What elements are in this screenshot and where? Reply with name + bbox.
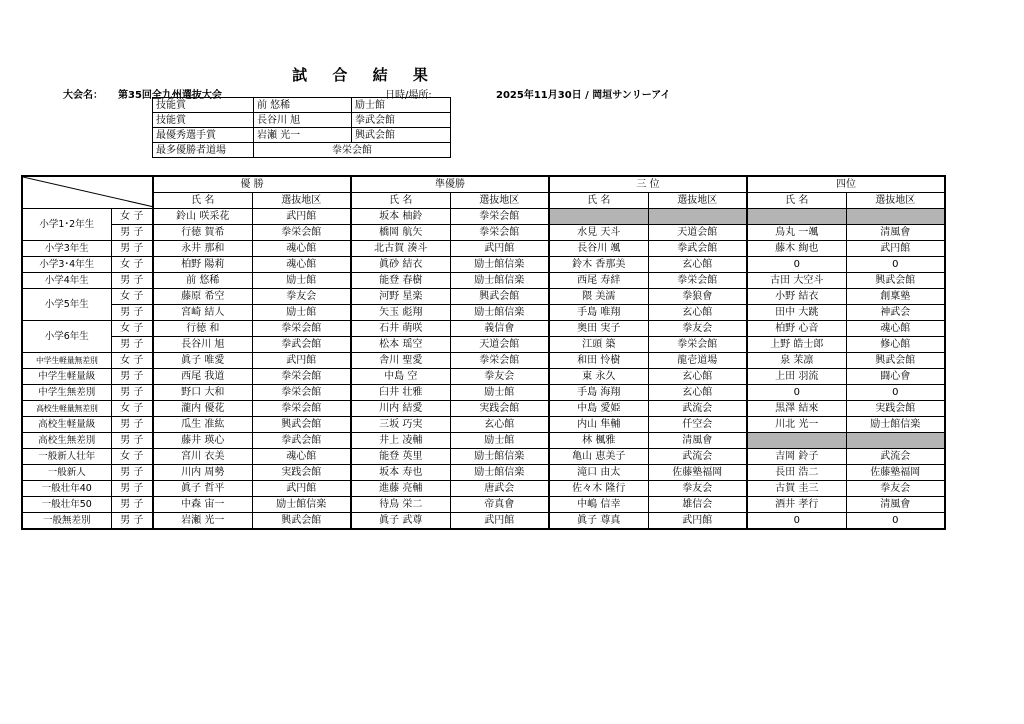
competitor-name-cell: 進藤 亮輔 <box>351 481 450 497</box>
region-cell: 興武会館 <box>450 289 549 305</box>
region-cell: 拳栄会館 <box>252 401 351 417</box>
region-cell: 創稟塾 <box>846 289 945 305</box>
region-cell: 0 <box>846 257 945 273</box>
region-cell: 興武会館 <box>252 513 351 530</box>
region-cell: 拳友会 <box>648 481 747 497</box>
competitor-name-cell: 待鳥 栄二 <box>351 497 450 513</box>
region-cell: 佐藤塾福岡 <box>846 465 945 481</box>
region-cell: 武円館 <box>252 353 351 369</box>
region-cell: 玄心館 <box>648 257 747 273</box>
category-cell: 小学5年生 <box>22 289 111 321</box>
competitor-name-cell: 矢玉 彪翔 <box>351 305 450 321</box>
competitor-name-cell: 眞砂 結衣 <box>351 257 450 273</box>
category-cell: 一般壮年50 <box>22 497 111 513</box>
region-cell: 拳友会 <box>450 369 549 385</box>
header-group-1st: 優 勝 <box>153 176 351 193</box>
category-cell: 小学1･2年生 <box>22 209 111 241</box>
competitor-name-cell: 0 <box>747 385 846 401</box>
competitor-name-cell: 鈴山 咲采花 <box>153 209 252 225</box>
region-cell: 武円館 <box>648 513 747 530</box>
competitor-name-cell: 眞子 尊真 <box>549 513 648 530</box>
header-group-3rd: 三 位 <box>549 176 747 193</box>
competitor-name-cell: 河野 星楽 <box>351 289 450 305</box>
region-cell: 励士館信楽 <box>450 305 549 321</box>
sex-cell: 女 子 <box>111 257 153 273</box>
competitor-name-cell: 石井 萌咲 <box>351 321 450 337</box>
competitor-name-cell: 亀山 恵美子 <box>549 449 648 465</box>
competitor-name-cell: 坂本 柚鈴 <box>351 209 450 225</box>
sex-cell: 男 子 <box>111 385 153 401</box>
region-cell: 拳栄会館 <box>450 209 549 225</box>
sex-cell: 男 子 <box>111 481 153 497</box>
competitor-name-cell: 瓜生 准紘 <box>153 417 252 433</box>
competitor-name-cell: 水見 天斗 <box>549 225 648 241</box>
competitor-name-cell: 酒井 孝行 <box>747 497 846 513</box>
region-cell: 武円館 <box>252 209 351 225</box>
competitor-name-cell: 西尾 我道 <box>153 369 252 385</box>
table-row <box>22 417 945 433</box>
region-cell: 拳栄会館 <box>252 321 351 337</box>
region-cell: 実践会館 <box>252 465 351 481</box>
region-cell: 励士館 <box>450 385 549 401</box>
competitor-name-cell: 舎川 聖愛 <box>351 353 450 369</box>
competitor-name-cell: 上野 皓士郎 <box>747 337 846 353</box>
region-cell: 興武会館 <box>252 417 351 433</box>
region-cell: 拳友会 <box>252 289 351 305</box>
region-cell <box>648 209 747 225</box>
region-cell: 興武会館 <box>846 353 945 369</box>
sex-cell: 男 子 <box>111 337 153 353</box>
region-cell: 雄信会 <box>648 497 747 513</box>
header-group-4th: 四位 <box>747 176 945 193</box>
competitor-name-cell: 長谷川 颯 <box>549 241 648 257</box>
region-cell: 励士館 <box>450 433 549 449</box>
competitor-name-cell: 佐々木 隆行 <box>549 481 648 497</box>
header-name: 氏 名 <box>351 193 450 209</box>
event-name: 第35回全九州選抜大会 <box>118 90 222 101</box>
region-cell: 武流会 <box>648 401 747 417</box>
competitor-name-cell: 鈴木 香那美 <box>549 257 648 273</box>
competitor-name-cell: 前 悠稀 <box>153 273 252 289</box>
table-row <box>22 513 945 530</box>
competitor-name-cell: 永井 那和 <box>153 241 252 257</box>
award-label: 技能賞 <box>153 98 254 113</box>
region-cell: 励士館信楽 <box>450 465 549 481</box>
header-name: 氏 名 <box>153 193 252 209</box>
event-label: 大会名： <box>63 90 103 101</box>
competitor-name-cell: 眞子 哲平 <box>153 481 252 497</box>
region-cell: 拳栄会館 <box>648 337 747 353</box>
category-cell: 小学6年生 <box>22 321 111 353</box>
diagonal-line <box>23 177 153 207</box>
region-cell <box>846 433 945 449</box>
region-cell: 魂心館 <box>252 257 351 273</box>
award-row <box>153 98 451 113</box>
competitor-name-cell: 眞子 唯愛 <box>153 353 252 369</box>
sex-cell: 女 子 <box>111 289 153 305</box>
competitor-name-cell: 能登 春樹 <box>351 273 450 289</box>
competitor-name-cell: 長田 浩二 <box>747 465 846 481</box>
region-cell: 玄心館 <box>648 385 747 401</box>
competitor-name-cell: 滝口 由太 <box>549 465 648 481</box>
table-row <box>22 321 945 337</box>
sex-cell: 男 子 <box>111 225 153 241</box>
competitor-name-cell: 眞子 武尊 <box>351 513 450 530</box>
region-cell: 佐藤塾福岡 <box>648 465 747 481</box>
competitor-name-cell: 田中 大跳 <box>747 305 846 321</box>
competitor-name-cell: 坂本 寿也 <box>351 465 450 481</box>
table-row <box>22 385 945 401</box>
region-cell: 拳武会館 <box>252 337 351 353</box>
region-cell: 玄心館 <box>450 417 549 433</box>
region-cell: 玄心館 <box>648 369 747 385</box>
category-cell: 高校生無差別 <box>22 433 111 449</box>
region-cell: 0 <box>846 385 945 401</box>
table-row <box>22 209 945 225</box>
sex-cell: 男 子 <box>111 513 153 530</box>
table-row <box>22 449 945 465</box>
table-row <box>22 225 945 241</box>
results-table <box>21 175 946 530</box>
category-cell: 小学4年生 <box>22 273 111 289</box>
table-row <box>22 289 945 305</box>
sex-cell: 男 子 <box>111 241 153 257</box>
header-region: 選抜地区 <box>846 193 945 209</box>
competitor-name-cell: 上田 羽流 <box>747 369 846 385</box>
datetime-value: 2025年11月30日 / 岡垣サンリーアイ <box>496 90 671 101</box>
region-cell: 帝真會 <box>450 497 549 513</box>
category-cell: 一般新人壮年 <box>22 449 111 465</box>
table-row <box>22 257 945 273</box>
competitor-name-cell: 藤木 絢也 <box>747 241 846 257</box>
sex-cell: 男 子 <box>111 273 153 289</box>
region-cell: 修心館 <box>846 337 945 353</box>
award-row <box>153 113 451 128</box>
region-cell: 天道会館 <box>450 337 549 353</box>
region-cell: 清風會 <box>648 433 747 449</box>
sex-cell: 女 子 <box>111 449 153 465</box>
competitor-name-cell: 臼井 壮雅 <box>351 385 450 401</box>
region-cell: 拳栄会館 <box>252 369 351 385</box>
awards-table <box>152 97 451 158</box>
award-dojo: 興武会館 <box>352 128 451 143</box>
region-cell: 拳栄会館 <box>252 385 351 401</box>
region-cell: 神武会 <box>846 305 945 321</box>
category-cell: 小学3･4年生 <box>22 257 111 273</box>
region-cell: 実践会館 <box>450 401 549 417</box>
table-row <box>22 465 945 481</box>
header-name: 氏 名 <box>549 193 648 209</box>
competitor-name-cell: 柏野 心音 <box>747 321 846 337</box>
region-cell: 拳友会 <box>648 321 747 337</box>
sex-cell: 女 子 <box>111 353 153 369</box>
region-cell: 武流会 <box>846 449 945 465</box>
region-cell: 武円館 <box>450 241 549 257</box>
award-row <box>153 128 451 143</box>
competitor-name-cell: 和田 怜樹 <box>549 353 648 369</box>
competitor-name-cell: 野口 大和 <box>153 385 252 401</box>
region-cell: 武円館 <box>252 481 351 497</box>
sex-cell: 男 子 <box>111 305 153 321</box>
header-corner-cell <box>22 176 153 209</box>
header-group-2nd: 準優勝 <box>351 176 549 193</box>
sex-cell: 男 子 <box>111 465 153 481</box>
sex-cell: 女 子 <box>111 401 153 417</box>
sex-cell: 男 子 <box>111 497 153 513</box>
header-region: 選抜地区 <box>252 193 351 209</box>
competitor-name-cell: 藤井 瑛心 <box>153 433 252 449</box>
competitor-name-cell: 林 楓雅 <box>549 433 648 449</box>
competitor-name-cell: 古田 大空斗 <box>747 273 846 289</box>
region-cell: 励士館信楽 <box>846 417 945 433</box>
competitor-name-cell: 柏野 陽莉 <box>153 257 252 273</box>
sex-cell: 男 子 <box>111 433 153 449</box>
region-cell: 仟空会 <box>648 417 747 433</box>
award-dojo: 拳武会館 <box>352 113 451 128</box>
region-cell: 魂心館 <box>252 449 351 465</box>
region-cell <box>846 209 945 225</box>
region-cell: 闘心會 <box>846 369 945 385</box>
competitor-name-cell: 奥田 実子 <box>549 321 648 337</box>
competitor-name-cell: 中嶋 信幸 <box>549 497 648 513</box>
award-name: 岩瀬 光一 <box>254 128 352 143</box>
competitor-name-cell: 瀧内 優花 <box>153 401 252 417</box>
award-dojo: 励士館 <box>352 98 451 113</box>
region-cell: 励士館 <box>252 273 351 289</box>
category-cell: 小学3年生 <box>22 241 111 257</box>
competitor-name-cell: 鳥丸 一颯 <box>747 225 846 241</box>
region-cell: 清風會 <box>846 225 945 241</box>
category-cell: 一般無差別 <box>22 513 111 530</box>
region-cell: 励士館信楽 <box>252 497 351 513</box>
region-cell: 拳栄会館 <box>450 353 549 369</box>
competitor-name-cell: 川北 光一 <box>747 417 846 433</box>
competitor-name-cell: 0 <box>747 257 846 273</box>
region-cell: 0 <box>846 513 945 530</box>
region-cell: 武円館 <box>450 513 549 530</box>
region-cell: 拳武会館 <box>252 433 351 449</box>
category-cell: 一般壮年40 <box>22 481 111 497</box>
competitor-name-cell: 橋岡 航矢 <box>351 225 450 241</box>
region-cell: 励士館 <box>252 305 351 321</box>
competitor-name-cell: 三坂 巧実 <box>351 417 450 433</box>
sex-cell: 男 子 <box>111 369 153 385</box>
category-cell: 中学生無差別 <box>22 385 111 401</box>
award-label: 最多優勝者道場 <box>153 143 254 158</box>
award-label: 技能賞 <box>153 113 254 128</box>
competitor-name-cell: 東 永久 <box>549 369 648 385</box>
award-row <box>153 143 451 158</box>
region-cell: 励士館信楽 <box>450 257 549 273</box>
category-cell: 高校生軽量級 <box>22 417 111 433</box>
region-cell: 清風會 <box>846 497 945 513</box>
region-cell: 唐武会 <box>450 481 549 497</box>
category-cell: 高校生軽量無差別 <box>22 401 111 417</box>
competitor-name-cell: 岩瀬 光一 <box>153 513 252 530</box>
datetime-label: 日時/場所: <box>385 90 432 101</box>
document-title: 試 合 結 果 <box>292 66 438 84</box>
competitor-name-cell: 中島 愛姫 <box>549 401 648 417</box>
region-cell: 拳栄会館 <box>648 273 747 289</box>
category-cell: 中学生軽量級 <box>22 369 111 385</box>
award-label: 最優秀選手賞 <box>153 128 254 143</box>
competitor-name-cell: 能登 英里 <box>351 449 450 465</box>
competitor-name-cell <box>747 433 846 449</box>
competitor-name-cell: 泉 茉凛 <box>747 353 846 369</box>
header-region: 選抜地区 <box>648 193 747 209</box>
competitor-name-cell: 宮崎 結人 <box>153 305 252 321</box>
table-row <box>22 241 945 257</box>
competitor-name-cell: 小野 結衣 <box>747 289 846 305</box>
competitor-name-cell: 江頭 築 <box>549 337 648 353</box>
competitor-name-cell: 行徳 賀希 <box>153 225 252 241</box>
competitor-name-cell: 井上 凌輔 <box>351 433 450 449</box>
category-cell: 中学生軽量無差別 <box>22 353 111 369</box>
region-cell: 義信會 <box>450 321 549 337</box>
competitor-name-cell: 川内 結愛 <box>351 401 450 417</box>
table-row <box>22 305 945 321</box>
competitor-name-cell: 黒澤 結來 <box>747 401 846 417</box>
competitor-name-cell: 松本 瑶空 <box>351 337 450 353</box>
sex-cell: 男 子 <box>111 417 153 433</box>
competitor-name-cell: 0 <box>747 513 846 530</box>
competitor-name-cell: 内山 隼輔 <box>549 417 648 433</box>
table-row <box>22 273 945 289</box>
competitor-name-cell: 中森 宙一 <box>153 497 252 513</box>
award-dojo: 拳栄会館 <box>254 143 451 158</box>
competitor-name-cell: 吉岡 鈴子 <box>747 449 846 465</box>
region-cell: 龍壱道場 <box>648 353 747 369</box>
table-row <box>22 353 945 369</box>
competitor-name-cell: 西尾 寿絆 <box>549 273 648 289</box>
sex-cell: 女 子 <box>111 321 153 337</box>
region-cell: 拳栄会館 <box>252 225 351 241</box>
award-name: 長谷川 旭 <box>254 113 352 128</box>
table-row <box>22 337 945 353</box>
region-cell: 実践会館 <box>846 401 945 417</box>
competitor-name-cell <box>549 209 648 225</box>
region-cell: 拳友会 <box>846 481 945 497</box>
category-cell: 一般新人 <box>22 465 111 481</box>
table-row <box>22 369 945 385</box>
region-cell: 武円館 <box>846 241 945 257</box>
table-row <box>22 433 945 449</box>
header-name: 氏 名 <box>747 193 846 209</box>
region-cell: 天道会館 <box>648 225 747 241</box>
region-cell: 魂心館 <box>846 321 945 337</box>
competitor-name-cell: 宮川 衣美 <box>153 449 252 465</box>
region-cell: 励士館信楽 <box>450 449 549 465</box>
region-cell: 拳栄会館 <box>450 225 549 241</box>
competitor-name-cell: 行徳 和 <box>153 321 252 337</box>
table-row <box>22 481 945 497</box>
region-cell: 魂心館 <box>252 241 351 257</box>
award-name: 前 悠稀 <box>254 98 352 113</box>
region-cell: 励士館信楽 <box>450 273 549 289</box>
competitor-name-cell: 藤原 希空 <box>153 289 252 305</box>
region-cell: 興武会館 <box>846 273 945 289</box>
region-cell: 拳武会館 <box>648 241 747 257</box>
competitor-name-cell <box>747 209 846 225</box>
competitor-name-cell: 手島 海翔 <box>549 385 648 401</box>
region-cell: 武流会 <box>648 449 747 465</box>
competitor-name-cell: 北古賀 湊斗 <box>351 241 450 257</box>
table-row <box>22 497 945 513</box>
competitor-name-cell: 川内 周勢 <box>153 465 252 481</box>
competitor-name-cell: 中島 空 <box>351 369 450 385</box>
sex-cell: 女 子 <box>111 209 153 225</box>
competitor-name-cell: 長谷川 旭 <box>153 337 252 353</box>
competitor-name-cell: 手島 唯翔 <box>549 305 648 321</box>
header-region: 選抜地区 <box>450 193 549 209</box>
competitor-name-cell: 隈 美濡 <box>549 289 648 305</box>
region-cell: 拳狼會 <box>648 289 747 305</box>
competitor-name-cell: 古賀 圭三 <box>747 481 846 497</box>
table-row <box>22 401 945 417</box>
region-cell: 玄心館 <box>648 305 747 321</box>
